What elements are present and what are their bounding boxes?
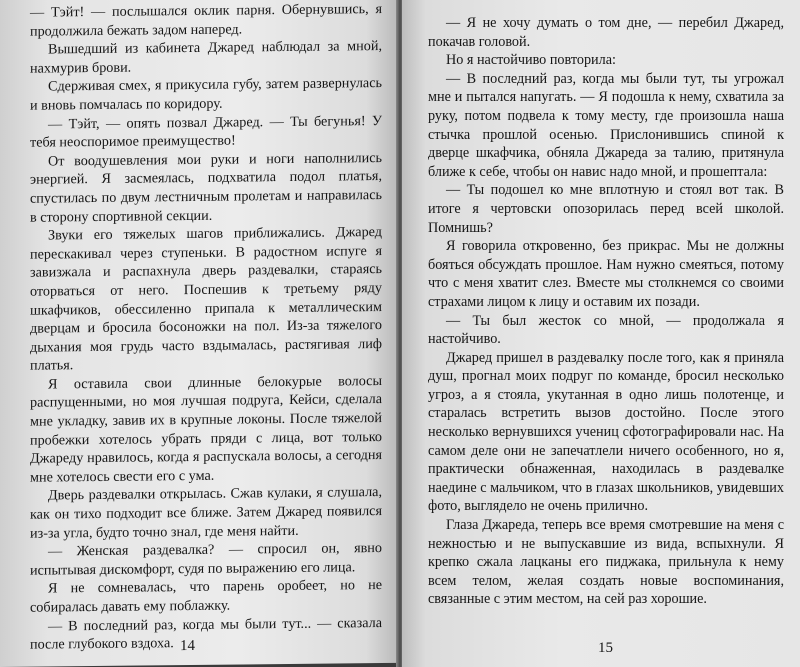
paragraph: Джаред пришел в раздевалку после того, как я приняла душ, прогнал моих подруг по команде, бросил несколько угроз, а я стояла, укутанная в одно лишь полотенце, и старалась встретить вызов достойно. После этого несколько вернувшихся учениц сфотографировали нас. На самом деле они не запечатлели ничего особенного, но я, практически обнаженная, находилась в раздевалке наедине с мальчиком, что в глазах школьников, увидевших фото, выглядело не очень прилично. [428,349,784,515]
page-number: 15 [598,640,613,656]
left-page [0,0,398,667]
paragraph: От воодушевления мои руки и ноги наполнились энергией. Я засмеялась, подхватила подол платья, спустилась по двум лестничным пролетам и направилась в сторону спортивной секции. [30,149,382,226]
paragraph: Но я настойчиво повторила: [446,52,616,69]
right-page [402,0,800,667]
paragraph: — Ты подошел ко мне вплотную и стоял вот так. В итоге я чертовски опозорилась перед всей школой. Помнишь? [428,182,784,236]
paragraph: — Женская раздевалка? — спросил он, явно испытывая дискомфорт, судя по выражению его лица. [30,540,382,579]
paragraph: Я говорила откровенно, без прикрас. Мы не должны бояться обсуждать прошлое. Нам нужно смеяться, потому что с меня хватит слез. Вместе мы столкнемся со своими страхами лицом к лицу и оставим их позади. [428,238,784,310]
paragraph: — В последний раз, когда мы были тут, ты угрожал мне и пытался напугать. — Я подошла к нему, схватила за руку, потом подвела к тому месту, где произошла наша стычка прошлой осенью. Прислонившись спиной к дверце шкафчика, обняла Джареда за талию, притянула ближе к себе, чтобы он навис надо мной, и прошептала: [428,70,784,180]
paragraph: — Тэйт! — послышался оклик парня. Обернувшись, я продолжила бежать задом наперед. [30,0,382,40]
paragraph: Сдерживая смех, я прикусила губу, затем развернулась и вновь помчалась по коридору. [30,75,382,114]
paragraph: Я оставила свои длинные белокурые волосы распущенными, но моя лучшая подруга, Кейси, сделала мне укладку, завив их в крупные локоны. После тяжелой пробежки хотелось убрать пряди с лица, вот только Джареду нравилось, когда я распускала волосы, а сегодня мне хотелось свести его с ума. [30,372,382,486]
paragraph: — Ты был жесток со мной, — продолжала я настойчиво. [428,312,784,348]
paragraph: — Я не хочу думать о том дне, — перебил Джаред, покачав головой. [428,15,784,50]
paragraph: Глаза Джареда, теперь все время смотревшие на меня с нежностью и не выпускавшие из вида, вспыхнули. Я крепко сжала лацканы его пиджака, прильнула к нему всем телом, желая создать новые воспоминания, связанные с этим местом, на сей раз хорошие. [428,517,784,608]
paragraph: Вышедший из кабинета Джаред наблюдал за мной, нахмурив брови. [30,38,382,77]
left-page-text [30,0,382,654]
paragraph: Я не сомневалась, что парень оробеет, но не собиралась давать ему поблажку. [30,577,382,616]
right-page-text [428,14,784,609]
paragraph: — В последний раз, когда мы были тут... — сказала после глубокого вздоха. [30,614,382,653]
page-number: 14 [180,637,195,655]
paragraph: — Тэйт, — опять позвал Джаред. — Ты бегунья! У тебя неоспоримое преимущество! [30,112,382,151]
paragraph: Дверь раздевалки открылась. Сжав кулаки, я слушала, как он тихо подходит все ближе. Затем Джаред появился из-за угла, будто точно знал, где меня найти. [30,484,382,542]
paragraph: Звуки его тяжелых шагов приближались. Джаред перескакивал через ступеньки. В радостном испуге я завизжала и распахнула дверь раздевалки, стараясь оторваться от него. Поспешив к третьему ряду шкафчиков, обессиленно припала к металлическим дверцам и бросила босоножки на пол. Из-за тяжелого дыхания моя грудь часто вздымалась, растягивая лиф платья. [30,224,382,374]
